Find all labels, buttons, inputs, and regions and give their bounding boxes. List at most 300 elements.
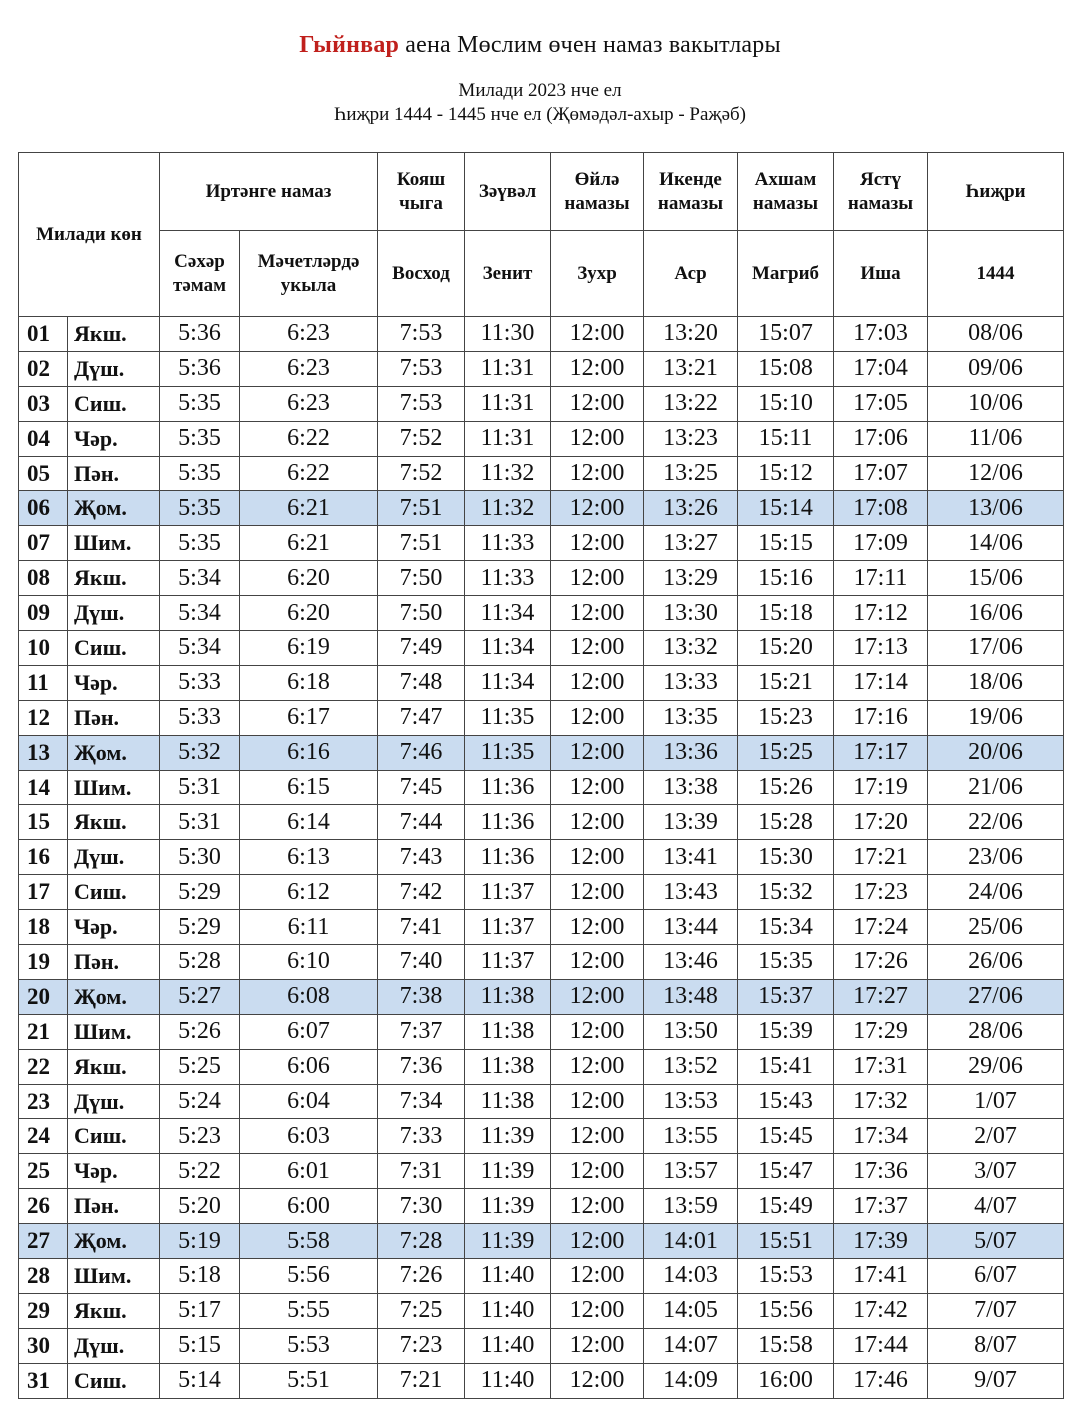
isha-cell: 17:05 [834, 386, 928, 421]
prayer-times-table [18, 152, 1064, 1399]
dhuhr-cell: 12:00 [551, 1293, 644, 1328]
maghrib-cell: 15:25 [738, 735, 834, 770]
table-row [19, 910, 1064, 945]
asr-cell: 13:20 [644, 317, 738, 352]
zenith-cell: 11:39 [465, 1154, 551, 1189]
zenith-cell: 11:38 [465, 1084, 551, 1119]
hijri-date-cell: 8/07 [928, 1328, 1064, 1363]
sunrise-cell: 7:46 [378, 735, 465, 770]
sunrise-cell: 7:33 [378, 1119, 465, 1154]
sunrise-cell: 7:31 [378, 1154, 465, 1189]
hijri-date-cell: 2/07 [928, 1119, 1064, 1154]
asr-cell: 13:41 [644, 840, 738, 875]
maghrib-cell: 15:39 [738, 1014, 834, 1049]
zenith-cell: 11:35 [465, 700, 551, 735]
suhoor-end-cell: 5:18 [160, 1259, 240, 1294]
asr-cell: 13:30 [644, 596, 738, 631]
hijri-date-cell: 08/06 [928, 317, 1064, 352]
mosque-read-cell: 6:16 [240, 735, 378, 770]
weekday: Пән. [68, 945, 160, 980]
day-number: 22 [19, 1049, 68, 1084]
asr-cell: 13:48 [644, 979, 738, 1014]
weekday: Сиш. [68, 1119, 160, 1154]
sunrise-cell: 7:21 [378, 1363, 465, 1398]
day-number: 11 [19, 665, 68, 700]
hijri-date-cell: 29/06 [928, 1049, 1064, 1084]
isha-cell: 17:46 [834, 1363, 928, 1398]
asr-cell: 13:50 [644, 1014, 738, 1049]
hijri-date-cell: 11/06 [928, 421, 1064, 456]
suhoor-end-cell: 5:20 [160, 1189, 240, 1224]
asr-cell: 13:36 [644, 735, 738, 770]
col-header-hijri-top: Һиҗри [928, 153, 1064, 231]
asr-cell: 13:38 [644, 770, 738, 805]
suhoor-end-cell: 5:35 [160, 456, 240, 491]
zenith-cell: 11:37 [465, 910, 551, 945]
sunrise-cell: 7:36 [378, 1049, 465, 1084]
suhoor-end-cell: 5:35 [160, 386, 240, 421]
hijri-date-cell: 26/06 [928, 945, 1064, 980]
asr-cell: 13:44 [644, 910, 738, 945]
hijri-date-cell: 4/07 [928, 1189, 1064, 1224]
weekday: Чәр. [68, 910, 160, 945]
asr-cell: 13:35 [644, 700, 738, 735]
sunrise-cell: 7:53 [378, 351, 465, 386]
mosque-read-cell: 6:21 [240, 491, 378, 526]
isha-cell: 17:44 [834, 1328, 928, 1363]
table-row [19, 386, 1064, 421]
maghrib-cell: 15:53 [738, 1259, 834, 1294]
weekday: Шим. [68, 1014, 160, 1049]
maghrib-cell: 15:56 [738, 1293, 834, 1328]
weekday: Җом. [68, 1224, 160, 1259]
suhoor-end-cell: 5:27 [160, 979, 240, 1014]
maghrib-cell: 15:30 [738, 840, 834, 875]
asr-cell: 13:57 [644, 1154, 738, 1189]
isha-cell: 17:34 [834, 1119, 928, 1154]
table-row [19, 1049, 1064, 1084]
hijri-date-cell: 27/06 [928, 979, 1064, 1014]
mosque-read-cell: 6:15 [240, 770, 378, 805]
isha-cell: 17:39 [834, 1224, 928, 1259]
weekday: Чәр. [68, 421, 160, 456]
mosque-read-cell: 5:55 [240, 1293, 378, 1328]
day-number: 08 [19, 561, 68, 596]
sunrise-cell: 7:23 [378, 1328, 465, 1363]
sunrise-cell: 7:53 [378, 386, 465, 421]
suhoor-end-cell: 5:35 [160, 526, 240, 561]
day-number: 01 [19, 317, 68, 352]
zenith-cell: 11:37 [465, 875, 551, 910]
table-row [19, 840, 1064, 875]
isha-cell: 17:21 [834, 840, 928, 875]
mosque-read-cell: 6:21 [240, 526, 378, 561]
dhuhr-cell: 12:00 [551, 456, 644, 491]
weekday: Шим. [68, 1259, 160, 1294]
isha-cell: 17:42 [834, 1293, 928, 1328]
maghrib-cell: 15:35 [738, 945, 834, 980]
table-row [19, 805, 1064, 840]
mosque-read-cell: 6:22 [240, 421, 378, 456]
suhoor-end-cell: 5:25 [160, 1049, 240, 1084]
day-number: 24 [19, 1119, 68, 1154]
zenith-cell: 11:40 [465, 1293, 551, 1328]
table-row [19, 1154, 1064, 1189]
dhuhr-cell: 12:00 [551, 1084, 644, 1119]
mosque-read-cell: 6:19 [240, 631, 378, 666]
maghrib-cell: 15:14 [738, 491, 834, 526]
sunrise-cell: 7:37 [378, 1014, 465, 1049]
maghrib-cell: 15:26 [738, 770, 834, 805]
hijri-date-cell: 7/07 [928, 1293, 1064, 1328]
maghrib-cell: 15:34 [738, 910, 834, 945]
day-number: 23 [19, 1084, 68, 1119]
asr-cell: 13:59 [644, 1189, 738, 1224]
col-header-zenith: Зенит [465, 231, 551, 317]
zenith-cell: 11:34 [465, 596, 551, 631]
dhuhr-cell: 12:00 [551, 1154, 644, 1189]
table-row [19, 1224, 1064, 1259]
asr-cell: 13:26 [644, 491, 738, 526]
dhuhr-cell: 12:00 [551, 1049, 644, 1084]
day-number: 09 [19, 596, 68, 631]
dhuhr-cell: 12:00 [551, 770, 644, 805]
isha-cell: 17:07 [834, 456, 928, 491]
zenith-cell: 11:32 [465, 456, 551, 491]
isha-cell: 17:17 [834, 735, 928, 770]
weekday: Сиш. [68, 386, 160, 421]
isha-cell: 17:27 [834, 979, 928, 1014]
zenith-cell: 11:33 [465, 526, 551, 561]
zenith-cell: 11:34 [465, 631, 551, 666]
table-row [19, 596, 1064, 631]
hijri-date-cell: 10/06 [928, 386, 1064, 421]
sunrise-cell: 7:26 [378, 1259, 465, 1294]
isha-cell: 17:20 [834, 805, 928, 840]
hijri-date-cell: 16/06 [928, 596, 1064, 631]
day-number: 15 [19, 805, 68, 840]
weekday: Сиш. [68, 631, 160, 666]
weekday: Дүш. [68, 351, 160, 386]
asr-cell: 13:33 [644, 665, 738, 700]
maghrib-cell: 15:47 [738, 1154, 834, 1189]
col-header-dhuhr-top: Өйлә намазы [551, 153, 644, 231]
hijri-date-cell: 3/07 [928, 1154, 1064, 1189]
day-number: 28 [19, 1259, 68, 1294]
dhuhr-cell: 12:00 [551, 910, 644, 945]
sunrise-cell: 7:45 [378, 770, 465, 805]
sunrise-cell: 7:51 [378, 526, 465, 561]
zenith-cell: 11:40 [465, 1259, 551, 1294]
suhoor-end-cell: 5:15 [160, 1328, 240, 1363]
col-header-hijri-year: 1444 [928, 231, 1064, 317]
suhoor-end-cell: 5:26 [160, 1014, 240, 1049]
table-row [19, 1363, 1064, 1398]
day-number: 05 [19, 456, 68, 491]
table-row [19, 351, 1064, 386]
weekday: Якш. [68, 805, 160, 840]
mosque-read-cell: 6:14 [240, 805, 378, 840]
hijri-date-cell: 9/07 [928, 1363, 1064, 1398]
weekday: Якш. [68, 1049, 160, 1084]
weekday: Дүш. [68, 1084, 160, 1119]
dhuhr-cell: 12:00 [551, 1119, 644, 1154]
day-number: 31 [19, 1363, 68, 1398]
isha-cell: 17:04 [834, 351, 928, 386]
isha-cell: 17:11 [834, 561, 928, 596]
dhuhr-cell: 12:00 [551, 700, 644, 735]
table-row [19, 1328, 1064, 1363]
col-header-zenith-top: Зәүвәл [465, 153, 551, 231]
asr-cell: 14:07 [644, 1328, 738, 1363]
asr-cell: 13:23 [644, 421, 738, 456]
dhuhr-cell: 12:00 [551, 317, 644, 352]
sunrise-cell: 7:38 [378, 979, 465, 1014]
dhuhr-cell: 12:00 [551, 979, 644, 1014]
asr-cell: 14:03 [644, 1259, 738, 1294]
day-number: 25 [19, 1154, 68, 1189]
asr-cell: 13:52 [644, 1049, 738, 1084]
isha-cell: 17:41 [834, 1259, 928, 1294]
sunrise-cell: 7:43 [378, 840, 465, 875]
isha-cell: 17:32 [834, 1084, 928, 1119]
table-body [19, 317, 1064, 1399]
asr-cell: 14:05 [644, 1293, 738, 1328]
col-header-morning-prayer: Иртәнге намаз [160, 153, 378, 231]
suhoor-end-cell: 5:14 [160, 1363, 240, 1398]
weekday: Шим. [68, 770, 160, 805]
mosque-read-cell: 6:01 [240, 1154, 378, 1189]
zenith-cell: 11:39 [465, 1189, 551, 1224]
zenith-cell: 11:31 [465, 421, 551, 456]
asr-cell: 13:25 [644, 456, 738, 491]
suhoor-end-cell: 5:19 [160, 1224, 240, 1259]
isha-cell: 17:26 [834, 945, 928, 980]
suhoor-end-cell: 5:34 [160, 561, 240, 596]
maghrib-cell: 15:37 [738, 979, 834, 1014]
day-number: 12 [19, 700, 68, 735]
day-number: 18 [19, 910, 68, 945]
mosque-read-cell: 6:03 [240, 1119, 378, 1154]
suhoor-end-cell: 5:29 [160, 910, 240, 945]
table-row [19, 1014, 1064, 1049]
dhuhr-cell: 12:00 [551, 1189, 644, 1224]
maghrib-cell: 15:11 [738, 421, 834, 456]
sunrise-cell: 7:52 [378, 421, 465, 456]
hijri-date-cell: 23/06 [928, 840, 1064, 875]
hijri-date-cell: 13/06 [928, 491, 1064, 526]
mosque-read-cell: 6:12 [240, 875, 378, 910]
hijri-date-cell: 15/06 [928, 561, 1064, 596]
weekday: Дүш. [68, 596, 160, 631]
day-number: 21 [19, 1014, 68, 1049]
zenith-cell: 11:37 [465, 945, 551, 980]
maghrib-cell: 15:21 [738, 665, 834, 700]
mosque-read-cell: 5:56 [240, 1259, 378, 1294]
mosque-read-cell: 6:11 [240, 910, 378, 945]
maghrib-cell: 15:43 [738, 1084, 834, 1119]
weekday: Якш. [68, 317, 160, 352]
suhoor-end-cell: 5:35 [160, 421, 240, 456]
sunrise-cell: 7:34 [378, 1084, 465, 1119]
sunrise-cell: 7:41 [378, 910, 465, 945]
weekday: Пән. [68, 456, 160, 491]
zenith-cell: 11:35 [465, 735, 551, 770]
table-row [19, 700, 1064, 735]
isha-cell: 17:29 [834, 1014, 928, 1049]
isha-cell: 17:08 [834, 491, 928, 526]
suhoor-end-cell: 5:32 [160, 735, 240, 770]
hijri-date-cell: 25/06 [928, 910, 1064, 945]
maghrib-cell: 15:49 [738, 1189, 834, 1224]
table-row [19, 735, 1064, 770]
maghrib-cell: 15:10 [738, 386, 834, 421]
mosque-read-cell: 6:07 [240, 1014, 378, 1049]
mosque-read-cell: 6:23 [240, 317, 378, 352]
dhuhr-cell: 12:00 [551, 735, 644, 770]
dhuhr-cell: 12:00 [551, 840, 644, 875]
zenith-cell: 11:31 [465, 386, 551, 421]
table-row [19, 979, 1064, 1014]
zenith-cell: 11:39 [465, 1119, 551, 1154]
sunrise-cell: 7:42 [378, 875, 465, 910]
weekday: Сиш. [68, 1363, 160, 1398]
maghrib-cell: 15:15 [738, 526, 834, 561]
suhoor-end-cell: 5:22 [160, 1154, 240, 1189]
suhoor-end-cell: 5:28 [160, 945, 240, 980]
suhoor-end-cell: 5:33 [160, 700, 240, 735]
dhuhr-cell: 12:00 [551, 561, 644, 596]
col-header-asr: Аср [644, 231, 738, 317]
isha-cell: 17:12 [834, 596, 928, 631]
sunrise-cell: 7:28 [378, 1224, 465, 1259]
col-header-suhoor-end: Сәхәр тәмам [160, 231, 240, 317]
isha-cell: 17:09 [834, 526, 928, 561]
weekday: Җом. [68, 491, 160, 526]
day-number: 06 [19, 491, 68, 526]
table-row [19, 1293, 1064, 1328]
day-number: 16 [19, 840, 68, 875]
weekday: Чәр. [68, 1154, 160, 1189]
weekday: Дүш. [68, 840, 160, 875]
asr-cell: 13:53 [644, 1084, 738, 1119]
weekday: Якш. [68, 561, 160, 596]
zenith-cell: 11:31 [465, 351, 551, 386]
day-number: 20 [19, 979, 68, 1014]
suhoor-end-cell: 5:35 [160, 491, 240, 526]
dhuhr-cell: 12:00 [551, 631, 644, 666]
sunrise-cell: 7:40 [378, 945, 465, 980]
dhuhr-cell: 12:00 [551, 875, 644, 910]
dhuhr-cell: 12:00 [551, 945, 644, 980]
weekday: Пән. [68, 1189, 160, 1224]
zenith-cell: 11:38 [465, 1049, 551, 1084]
weekday: Дүш. [68, 1328, 160, 1363]
dhuhr-cell: 12:00 [551, 805, 644, 840]
mosque-read-cell: 6:10 [240, 945, 378, 980]
sunrise-cell: 7:52 [378, 456, 465, 491]
col-header-sunrise: Восход [378, 231, 465, 317]
dhuhr-cell: 12:00 [551, 351, 644, 386]
dhuhr-cell: 12:00 [551, 596, 644, 631]
dhuhr-cell: 12:00 [551, 526, 644, 561]
mosque-read-cell: 5:51 [240, 1363, 378, 1398]
table-row [19, 665, 1064, 700]
dhuhr-cell: 12:00 [551, 1363, 644, 1398]
sunrise-cell: 7:49 [378, 631, 465, 666]
weekday: Чәр. [68, 665, 160, 700]
weekday: Җом. [68, 735, 160, 770]
weekday: Шим. [68, 526, 160, 561]
weekday: Пән. [68, 700, 160, 735]
asr-cell: 13:29 [644, 561, 738, 596]
col-header-sunrise-top: Кояш чыга [378, 153, 465, 231]
suhoor-end-cell: 5:31 [160, 770, 240, 805]
col-header-day: Милади көн [19, 153, 160, 317]
dhuhr-cell: 12:00 [551, 491, 644, 526]
hijri-date-cell: 18/06 [928, 665, 1064, 700]
suhoor-end-cell: 5:33 [160, 665, 240, 700]
sunrise-cell: 7:44 [378, 805, 465, 840]
maghrib-cell: 16:00 [738, 1363, 834, 1398]
isha-cell: 17:06 [834, 421, 928, 456]
asr-cell: 13:27 [644, 526, 738, 561]
suhoor-end-cell: 5:23 [160, 1119, 240, 1154]
table-row [19, 526, 1064, 561]
maghrib-cell: 15:08 [738, 351, 834, 386]
mosque-read-cell: 6:17 [240, 700, 378, 735]
maghrib-cell: 15:20 [738, 631, 834, 666]
table-row [19, 631, 1064, 666]
suhoor-end-cell: 5:17 [160, 1293, 240, 1328]
dhuhr-cell: 12:00 [551, 386, 644, 421]
table-row [19, 770, 1064, 805]
day-number: 13 [19, 735, 68, 770]
isha-cell: 17:36 [834, 1154, 928, 1189]
table-row [19, 1119, 1064, 1154]
isha-cell: 17:16 [834, 700, 928, 735]
zenith-cell: 11:40 [465, 1363, 551, 1398]
day-number: 17 [19, 875, 68, 910]
maghrib-cell: 15:58 [738, 1328, 834, 1363]
col-header-isha-top: Ястү намазы [834, 153, 928, 231]
suhoor-end-cell: 5:24 [160, 1084, 240, 1119]
suhoor-end-cell: 5:36 [160, 351, 240, 386]
zenith-cell: 11:36 [465, 840, 551, 875]
mosque-read-cell: 6:20 [240, 596, 378, 631]
day-number: 19 [19, 945, 68, 980]
col-header-asr-top: Икенде намазы [644, 153, 738, 231]
maghrib-cell: 15:32 [738, 875, 834, 910]
hijri-date-cell: 12/06 [928, 456, 1064, 491]
hijri-date-cell: 1/07 [928, 1084, 1064, 1119]
mosque-read-cell: 6:23 [240, 386, 378, 421]
dhuhr-cell: 12:00 [551, 665, 644, 700]
sunrise-cell: 7:51 [378, 491, 465, 526]
table-row [19, 1259, 1064, 1294]
mosque-read-cell: 6:20 [240, 561, 378, 596]
day-number: 14 [19, 770, 68, 805]
table-row [19, 945, 1064, 980]
zenith-cell: 11:36 [465, 770, 551, 805]
day-number: 29 [19, 1293, 68, 1328]
maghrib-cell: 15:16 [738, 561, 834, 596]
mosque-read-cell: 6:08 [240, 979, 378, 1014]
mosque-read-cell: 5:53 [240, 1328, 378, 1363]
title-rest: аена Мөслим өчен намаз вакытлары [399, 32, 781, 58]
hijri-date-cell: 17/06 [928, 631, 1064, 666]
mosque-read-cell: 6:00 [240, 1189, 378, 1224]
